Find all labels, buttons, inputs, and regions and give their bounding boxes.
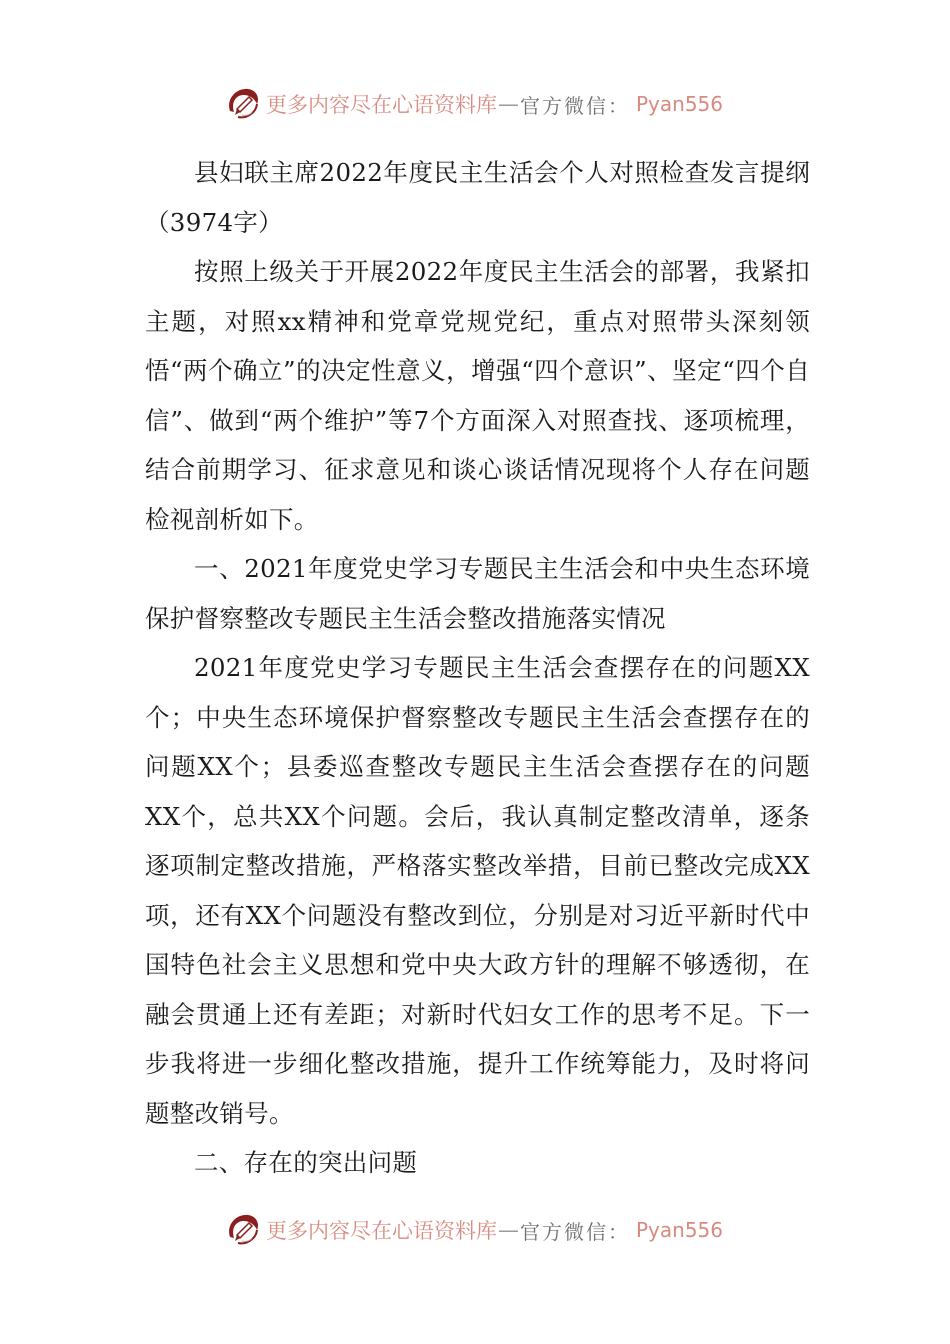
- document-title: 县妇联主席2022年度民主生活会个人对照检查发言提纲（3974字）: [145, 158, 810, 237]
- header-banner: [224, 82, 723, 126]
- document-body: [145, 148, 810, 1188]
- paragraph-rectification: 2021年度党史学习专题民主生活会查摆存在的问题XX个；中央生态环境保护督察整改专题民主生活会查摆存在的问题XX个；县委巡查整改专题民主生活会查摆存在的问题XX个，总共XX个问题。会后，我认真制定整改清单，逐条逐项制定整改措施，严格落实整改举措，目前已整改完成XX项，还有XX个问题没有整改到位，分别是对习近平新时代中国特色社会主义思想和党中央大政方针的理解不够透彻，在融会贯通上还有差距；对新时代妇女工作的思考不足。下一步我将进一步细化整改措施，提升工作统筹能力，及时将问题整改销号。: [145, 653, 810, 1128]
- paragraph-intro: 按照上级关于开展2022年度民主生活会的部署，我紧扣主题，对照xx精神和党章党规党纪，重点对照带头深刻领悟“两个确立”的决定性意义，增强“四个意识”、坚定“四个自信”、做到“两个维护”等7个方面深入对照查找、逐项梳理，结合前期学习、征求意见和谈心谈话情况现将个人存在问题检视剖析如下。: [145, 257, 810, 534]
- site-name-text: 更多内容尽在心语资料库: [266, 1219, 497, 1243]
- wechat-id: Pyan556: [636, 1218, 724, 1242]
- quill-pen-logo-icon: [224, 85, 262, 123]
- separator-dash: —: [498, 92, 519, 116]
- site-name-text: 更多内容尽在心语资料库: [266, 93, 497, 117]
- wechat-label: 官方微信：: [520, 1219, 630, 1244]
- wechat-id: Pyan556: [636, 92, 724, 116]
- section-heading-2: 二、存在的突出问题: [194, 1148, 418, 1177]
- section-heading-1: 一、2021年度党史学习专题民主生活会和中央生态环境保护督察整改专题民主生活会整改措施落实情况: [145, 554, 810, 633]
- quill-pen-logo-icon: [224, 1211, 262, 1249]
- separator-dash: —: [498, 1218, 519, 1242]
- footer-banner: [224, 1208, 723, 1252]
- wechat-label: 官方微信：: [520, 93, 630, 118]
